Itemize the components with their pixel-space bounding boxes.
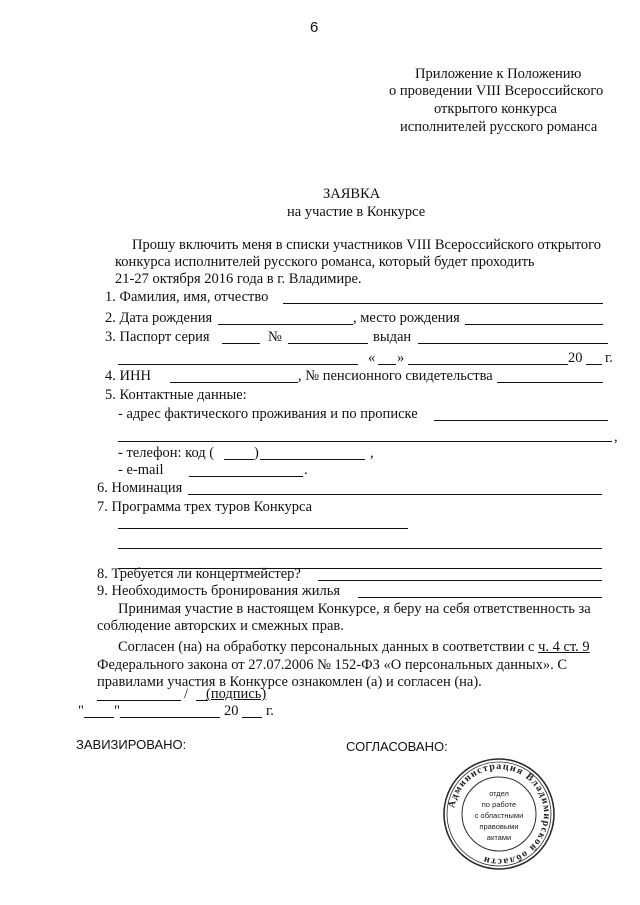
field-nomination-line[interactable] — [188, 494, 602, 495]
field-passport-quote-close: » — [397, 350, 405, 366]
field-passport-issuer-line[interactable] — [118, 364, 358, 365]
field-full-name-label: 1. Фамилия, имя, отчество — [105, 289, 269, 305]
form-subtitle: на участие в Конкурсе — [287, 204, 426, 220]
signature-slash: / — [184, 686, 189, 702]
field-phone-label: - телефон: код ( — [118, 445, 215, 461]
field-passport-series-line[interactable] — [222, 343, 260, 344]
consent-p2-line-3: правилами участия в Конкурсе ознакомлен (а) и согласен (на). — [97, 674, 482, 690]
request-line-3: 21-27 октября 2016 года в г. Владимире. — [115, 271, 362, 287]
date-year-line[interactable] — [242, 717, 262, 718]
appendix-line-2: о проведении VIII Всероссийского — [389, 83, 604, 99]
field-passport-issued-label: выдан — [373, 329, 412, 345]
field-contacts-label: 5. Контактные данные: — [105, 387, 247, 403]
field-passport-year-suffix: г. — [605, 350, 613, 366]
consent-p2-line-2: Федерального закона от 27.07.2006 № 152-ФЗ «О персональных данных». С — [97, 657, 567, 673]
field-birth-place-line[interactable] — [465, 324, 603, 325]
field-program-line-1[interactable] — [118, 528, 408, 529]
field-address-line-2[interactable] — [118, 441, 612, 442]
page-number: 6 — [310, 19, 319, 36]
field-accompanist-line[interactable] — [318, 580, 602, 581]
field-birth-place-label: , место рождения — [353, 310, 460, 326]
date-year-suffix: г. — [266, 703, 274, 719]
request-line-1: Прошу включить меня в списки участников VIII Всероссийского открытого — [132, 237, 601, 253]
field-birth-date-line[interactable] — [218, 324, 353, 325]
stamp-line-5: актами — [486, 833, 512, 842]
field-housing-label: 9. Необходимость бронирования жилья — [97, 583, 341, 599]
consent-p1-line-2: соблюдение авторских и смежных прав. — [97, 618, 344, 634]
field-housing-line[interactable] — [358, 597, 602, 598]
endorsed-label: ЗАВИЗИРОВАНО: — [76, 737, 187, 752]
stamp-ring-text: Администрация Владимирской области — [446, 760, 553, 868]
field-birth-date-label: 2. Дата рождения — [105, 310, 213, 326]
request-line-2: конкурса исполнителей русского романса, который будет проходить — [115, 254, 535, 270]
agreed-label: СОГЛАСОВАНО: — [346, 739, 448, 754]
stamp-line-1: отдел — [489, 789, 509, 798]
appendix-line-4: исполнителей русского романса — [400, 119, 598, 135]
field-phone-comma: , — [370, 445, 374, 461]
stamp-line-3: с областными — [474, 811, 524, 820]
field-passport-no-label: № — [268, 329, 282, 345]
signature-label: (подпись) — [206, 686, 267, 702]
field-pension-label: , № пенсионного свидетельства — [298, 368, 493, 384]
date-quote-open: " — [78, 703, 84, 719]
consent-p2-line-1 — [118, 639, 590, 655]
field-passport-month-line[interactable] — [408, 364, 568, 365]
field-full-name-line[interactable] — [283, 303, 603, 304]
date-day-line[interactable] — [84, 717, 114, 718]
field-passport-year-prefix: 20 — [568, 350, 583, 366]
field-address-comma: , — [614, 429, 618, 445]
field-inn-label: 4. ИНН — [105, 368, 151, 384]
field-address-label: - адрес фактического проживания и по прописке — [118, 406, 418, 422]
field-passport-number-line[interactable] — [288, 343, 368, 344]
field-passport-day-line[interactable] — [378, 364, 396, 365]
official-stamp — [442, 757, 556, 871]
field-pension-line[interactable] — [497, 382, 603, 383]
field-program-label: 7. Программа трех туров Конкурса — [97, 499, 313, 515]
field-phone-close-paren: ) — [254, 445, 259, 461]
field-address-line-1[interactable] — [434, 420, 608, 421]
field-nomination-label: 6. Номинация — [97, 480, 183, 496]
field-phone-code-line[interactable] — [224, 459, 254, 460]
signature-line[interactable] — [97, 700, 181, 701]
date-quote-close: " — [114, 703, 120, 719]
law-article-link[interactable]: ч. 4 ст. 9 — [538, 639, 590, 655]
field-accompanist-label: 8. Требуется ли концертмейстер? — [97, 566, 301, 582]
field-email-label: - e-mail — [118, 462, 164, 478]
field-passport-issued-line[interactable] — [418, 343, 608, 344]
date-month-line[interactable] — [120, 717, 220, 718]
date-year-prefix: 20 — [224, 703, 239, 719]
stamp-line-2: по работе — [481, 800, 517, 809]
consent-p2-text: Согласен (на) на обработку персональных данных в соответствии с — [118, 639, 535, 655]
field-passport-quote-open: « — [368, 350, 376, 366]
appendix-line-1: Приложение к Положению — [415, 66, 582, 82]
form-title: ЗАЯВКА — [323, 186, 381, 202]
field-passport-label: 3. Паспорт серия — [105, 329, 210, 345]
stamp-line-4: правовыми — [479, 822, 519, 831]
appendix-line-3: открытого конкурса — [434, 101, 557, 117]
field-email-line[interactable] — [189, 476, 303, 477]
consent-p1-line-1: Принимая участие в настоящем Конкурсе, я беру на себя ответственность за — [118, 601, 591, 617]
field-phone-number-line[interactable] — [260, 459, 365, 460]
field-passport-year-line[interactable] — [586, 364, 602, 365]
field-email-dot: . — [304, 462, 308, 478]
field-program-line-2[interactable] — [118, 548, 602, 549]
field-inn-line[interactable] — [170, 382, 298, 383]
